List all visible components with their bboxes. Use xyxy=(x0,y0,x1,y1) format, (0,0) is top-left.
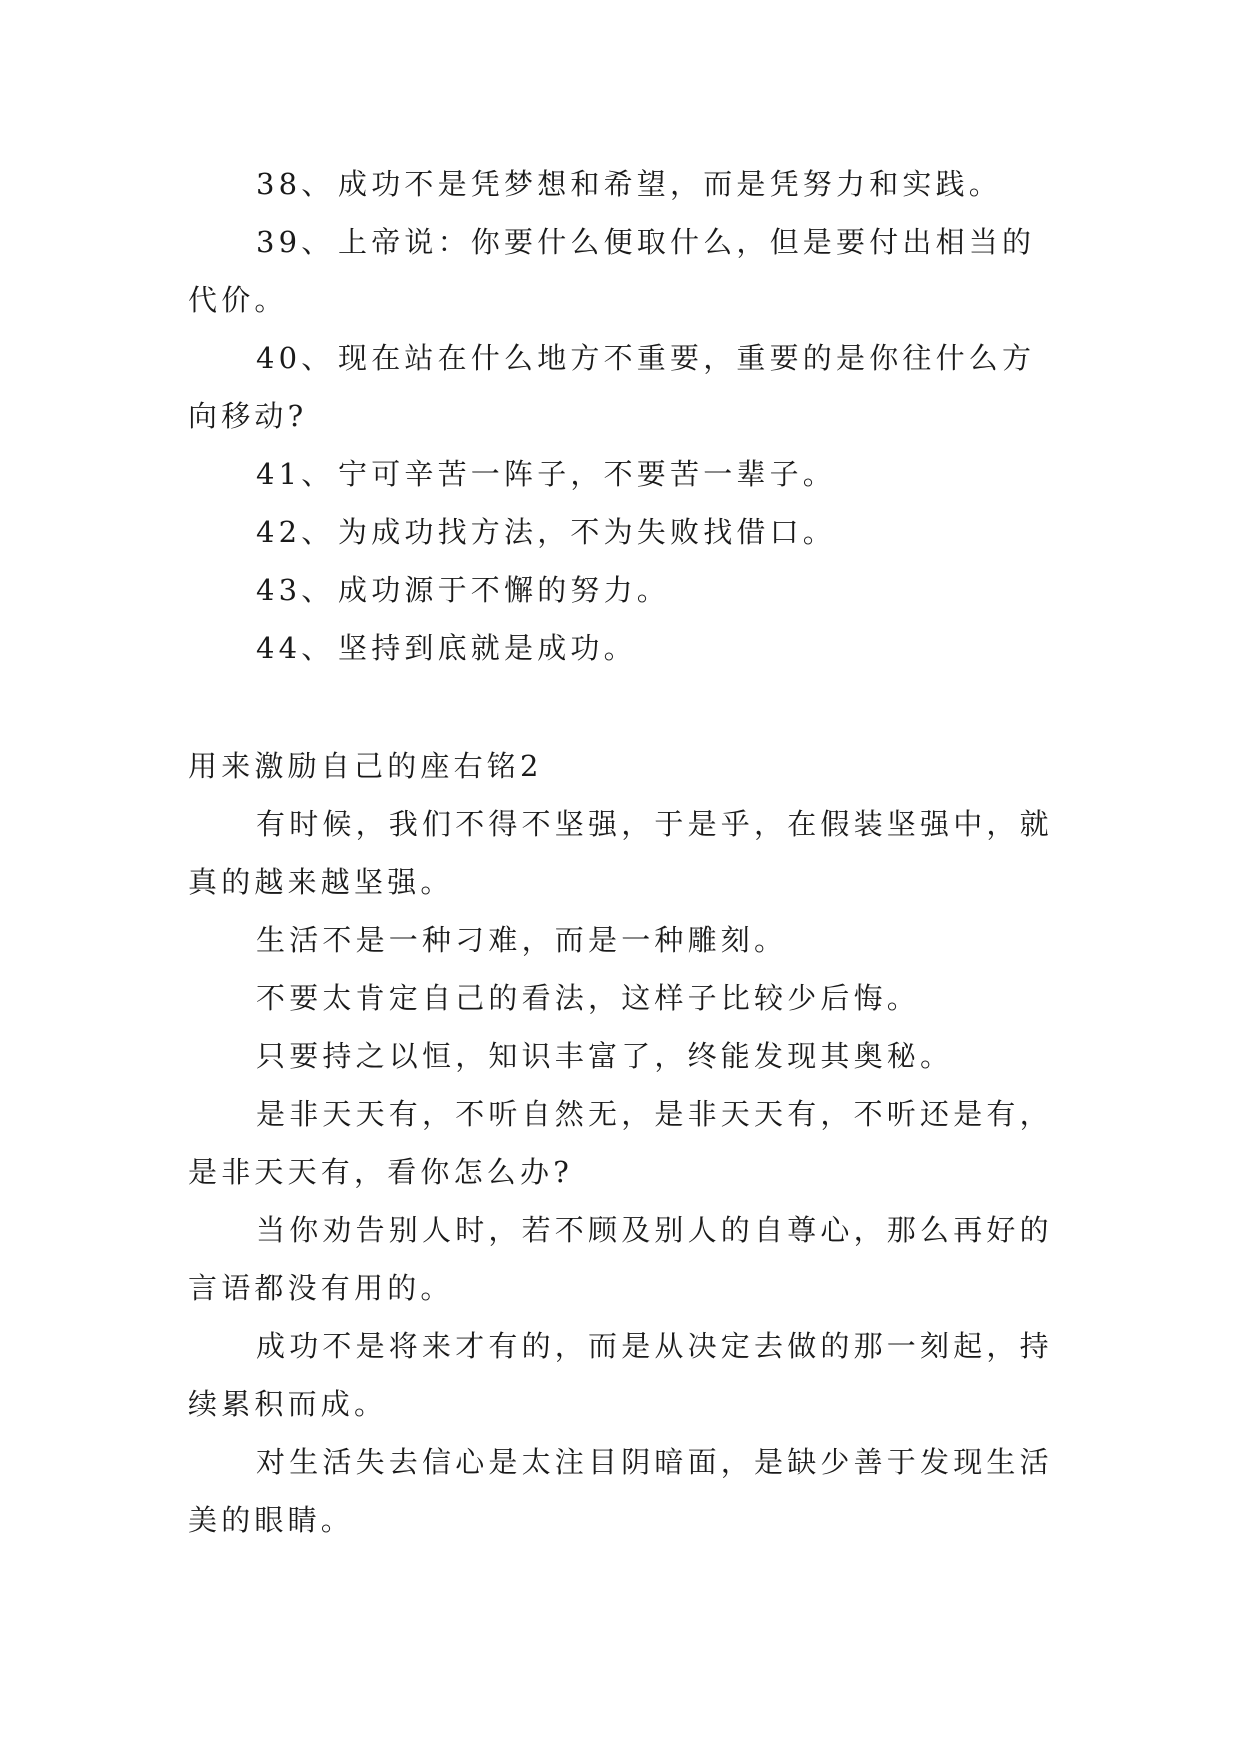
paragraph-continuation: 续累积而成。 xyxy=(188,1387,388,1421)
paragraph-continuation: 是非天天有，看你怎么办? xyxy=(188,1155,573,1189)
item-text: 成功不是凭梦想和希望，而是凭努力和实践。 xyxy=(338,167,1003,201)
item-number: 38、 xyxy=(256,167,335,201)
item-text: 坚持到底就是成功。 xyxy=(338,631,637,665)
list-item xyxy=(256,338,1136,378)
list-item xyxy=(256,628,1136,668)
item-text: 上帝说：你要什么便取什么，但是要付出相当的 xyxy=(338,225,1036,259)
item-text: 为成功找方法，不为失败找借口。 xyxy=(338,515,837,549)
paragraph-line: 生活不是一种刁难，而是一种雕刻。 xyxy=(256,923,788,957)
item-text: 成功源于不懈的努力。 xyxy=(338,573,671,607)
list-item xyxy=(256,570,1136,610)
paragraph-continuation: 美的眼睛。 xyxy=(188,1503,355,1537)
list-item xyxy=(256,512,1136,552)
item-text: 宁可辛苦一阵子，不要苦一辈子。 xyxy=(338,457,837,491)
paragraph-line: 是非天天有，不听自然无，是非天天有，不听还是有， xyxy=(256,1097,1053,1131)
item-number: 40、 xyxy=(256,341,335,375)
list-item xyxy=(256,164,1136,204)
item-number: 44、 xyxy=(256,631,335,665)
item-number: 43、 xyxy=(256,573,335,607)
item-number: 39、 xyxy=(256,225,335,259)
paragraph-line: 不要太肯定自己的看法，这样子比较少后悔。 xyxy=(256,981,921,1015)
list-item xyxy=(256,454,1136,494)
paragraph-line: 有时候，我们不得不坚强，于是乎，在假装坚强中，就 xyxy=(256,807,1053,841)
item-continuation: 向移动? xyxy=(188,399,308,433)
paragraph-continuation: 言语都没有用的。 xyxy=(188,1271,454,1305)
item-text: 现在站在什么地方不重要，重要的是你往什么方 xyxy=(338,341,1036,375)
section-title: 用来激励自己的座右铭2 xyxy=(188,749,543,783)
item-number: 42、 xyxy=(256,515,335,549)
paragraph-line: 对生活失去信心是太注目阴暗面，是缺少善于发现生活 xyxy=(256,1445,1053,1479)
paragraph-line: 成功不是将来才有的，而是从决定去做的那一刻起，持 xyxy=(256,1329,1053,1363)
item-continuation: 代价。 xyxy=(188,283,288,317)
paragraph-line: 只要持之以恒，知识丰富了，终能发现其奥秘。 xyxy=(256,1039,954,1073)
paragraph-continuation: 真的越来越坚强。 xyxy=(188,865,454,899)
list-item xyxy=(256,222,1136,262)
paragraph-line: 当你劝告别人时，若不顾及别人的自尊心，那么再好的 xyxy=(256,1213,1053,1247)
item-number: 41、 xyxy=(256,457,335,491)
